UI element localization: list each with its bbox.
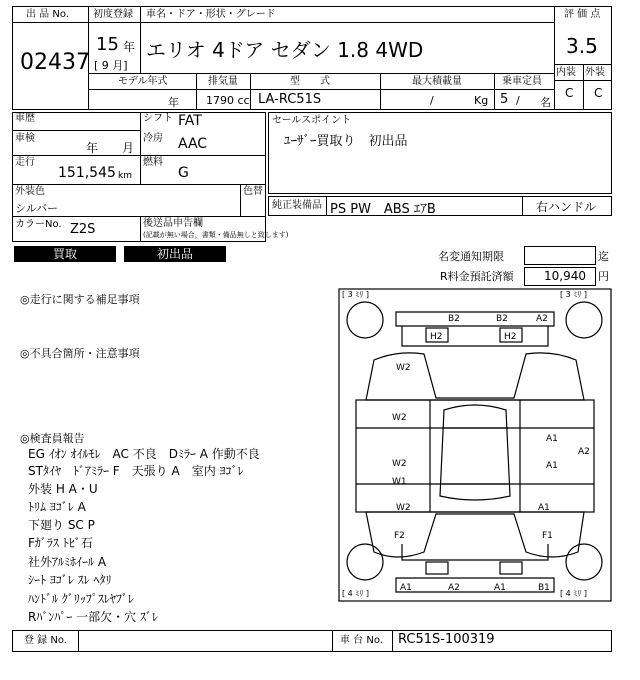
shift: FAT	[178, 113, 202, 129]
tire-depth-tl: [ 3 ﾐﾘ ]	[342, 290, 369, 299]
first-listing-tag: 初出品	[124, 246, 226, 262]
damage-mark: W2	[392, 459, 407, 469]
inspector-line: 社外ｱﾙﾐﾎｲｰﾙ A	[28, 555, 107, 569]
buy-tag: 買取	[14, 246, 116, 262]
damage-mark: W2	[396, 503, 411, 513]
damage-mark: W1	[392, 477, 407, 487]
chassis-label: 車 台 No.	[340, 635, 383, 646]
damage-mark: A2	[578, 447, 590, 457]
damage-mark: B2	[448, 314, 460, 324]
inspector-line: 外装 H A・U	[28, 482, 98, 496]
chassis-number: RC51S-100319	[398, 632, 495, 647]
color-no: Z2S	[70, 222, 96, 237]
footer-row	[12, 630, 612, 652]
damage-mark: A1	[400, 583, 412, 593]
handle-side: 右ハンドル	[536, 200, 597, 214]
interior-grade: C	[565, 86, 574, 100]
car-damage-diagram	[338, 288, 612, 602]
damage-mark: W2	[392, 413, 407, 423]
lot-label: 出 品 No.	[26, 9, 69, 20]
capacity: 5	[500, 92, 509, 107]
interior-label: 内装	[556, 67, 576, 78]
name-change-box	[524, 246, 596, 265]
mileage: 151,545	[58, 165, 116, 181]
capacity-label: 乗車定員	[502, 76, 542, 87]
damage-mark: A2	[536, 314, 548, 324]
damage-mark: B1	[538, 583, 550, 593]
shaken-label: 車検	[15, 133, 35, 144]
max-load-label: 最大積載量	[412, 76, 462, 87]
fuel: G	[178, 165, 189, 181]
exterior-grade: C	[594, 86, 603, 100]
damage-mark: A2	[448, 583, 460, 593]
mileage-label: 走行	[15, 157, 35, 168]
damage-mark: B2	[496, 314, 508, 324]
tire-depth-br: [ 4 ﾐﾘ ]	[560, 589, 587, 598]
fuel-label: 燃料	[143, 157, 163, 168]
inspector-line: Rﾊﾞﾝﾊﾟｰ 一部欠・穴 ｽﾞﾚ	[28, 610, 158, 624]
tire-depth-tr: [ 3 ﾐﾘ ]	[560, 290, 587, 299]
inspector-line: EG ｲｵﾝ ｵｲﾙﾓﾚ AC 不良 Dﾐﾗｰ A 作動不良	[28, 447, 260, 461]
reg-month: [ 9 月]	[94, 59, 128, 72]
inspector-line: 下廻り SC P	[28, 518, 95, 532]
color-change-label: 色替	[243, 186, 263, 197]
car-name: エリオ 4ドア セダン 1.8 4WD	[146, 38, 424, 62]
reg-no-label: 登 録 No.	[24, 635, 67, 646]
damage-mark: A1	[538, 503, 550, 513]
score: 3.5	[566, 34, 598, 58]
defects-label: ◎不具合箇所・注意事項	[20, 347, 140, 360]
score-label: 評 価 点	[564, 9, 601, 20]
damage-mark: H2	[504, 332, 517, 342]
shift-label: シフト	[143, 113, 173, 124]
model-code: LA-RC51S	[258, 92, 322, 107]
damage-mark: A1	[546, 461, 558, 471]
inspector-line: ﾊﾝﾄﾞﾙ ｸﾞﾘｯﾌﾟｽﾚﾔﾌﾞﾚ	[28, 592, 134, 606]
color: シルバー	[15, 202, 58, 215]
lot-number: 02437	[20, 50, 90, 75]
docs-note: (記載が無い場合，書類・備品無しと致します)	[143, 231, 289, 239]
damage-mark: A1	[546, 434, 558, 444]
model-label: 型 式	[290, 76, 330, 87]
damage-mark: W2	[396, 363, 411, 373]
ac-label: 冷房	[143, 133, 163, 144]
inspector-line: ﾄﾘﾑ ﾖｺﾞﾚ A	[28, 500, 86, 514]
recycle-label: R料金預託済額	[440, 270, 514, 283]
equipment-label: 純正装備品	[272, 200, 322, 211]
sales-point-text: ﾕｰｻﾞｰ買取り 初出品	[284, 134, 408, 149]
equipment-items: PS PW ABS ｴｱB	[330, 202, 436, 217]
ac: AAC	[178, 136, 208, 152]
damage-mark: F2	[394, 531, 405, 541]
history-label: 車歴	[15, 113, 35, 124]
inspector-label: ◎検査員報告	[20, 432, 85, 445]
first-reg-label: 初度登録	[93, 9, 133, 20]
reg-year: 15	[96, 34, 119, 55]
inspector-line: ｼｰﾄ ﾖｺﾞﾚ ｽﾚ ﾍﾀﾘ	[28, 573, 112, 587]
damage-mark: H2	[430, 332, 443, 342]
docs-label: 後送品申告欄	[143, 218, 203, 229]
exterior-label: 外装	[585, 67, 605, 78]
sales-point-label: セールスポイント	[272, 115, 352, 126]
name-change-label: 名変通知期限	[438, 250, 504, 263]
damage-mark: F1	[542, 531, 553, 541]
displacement-label: 排気量	[208, 76, 238, 87]
color-label: 外装色	[15, 186, 45, 197]
inspector-line: Fｶﾞﾗｽ ﾄﾋﾞ石	[28, 536, 93, 550]
car-name-label: 車名・ドア・形状・グレード	[146, 9, 276, 20]
model-year-label: モデル年式	[118, 76, 168, 87]
tire-depth-bl: [ 4 ﾐﾘ ]	[342, 589, 369, 598]
displacement: 1790 cc	[206, 94, 250, 107]
driving-remarks-label: ◎走行に関する補足事項	[20, 293, 140, 306]
color-no-label: カラーNo.	[15, 219, 62, 230]
damage-mark: A1	[494, 583, 506, 593]
inspector-line: STﾀｲﾔ ﾄﾞｱﾐﾗｰ F 天張り A 室内 ﾖｺﾞﾚ	[28, 464, 244, 478]
recycle-value: 10,940	[544, 269, 586, 283]
